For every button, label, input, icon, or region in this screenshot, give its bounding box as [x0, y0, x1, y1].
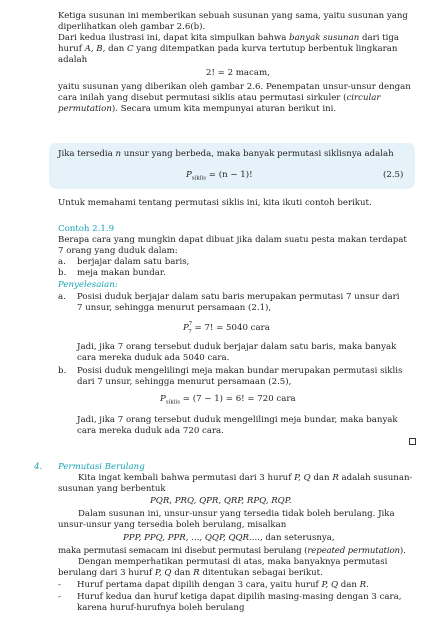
- paragraph-line: Kita ingat kembali bahwa permutasi dari 3 huruf P, Q dan R adalah susunan-: [78, 473, 413, 483]
- paragraph-line: cara mereka duduk ada 720 cara.: [77, 426, 224, 436]
- paragraph-line: Ketiga susunan ini memberikan sebuah susunan yang sama, yaitu susunan yang: [58, 11, 408, 21]
- list-label: b.: [58, 366, 67, 376]
- paragraph-line: adalah: [58, 55, 88, 65]
- bullet-item: Huruf kedua dan huruf ketiga dapat dipilih masing-masing dengan 3 cara,: [77, 592, 402, 602]
- bullet-mark: -: [58, 592, 61, 602]
- paragraph-line: berulang dari 3 huruf P, Q dan R ditentukan sebagai berikut.: [58, 568, 323, 578]
- equation-number: (2.5): [383, 170, 404, 180]
- paragraph-line: permutation). Secara umum kita mempunyai aturan berikut ini.: [58, 104, 337, 114]
- paragraph-line: 7 unsur, sehingga menurut persamaan (2.1),: [77, 303, 272, 313]
- example-title: Contoh 2.1.9: [58, 224, 115, 234]
- paragraph-line: huruf A, B, dan C yang ditempatkan pada kurva tertutup berbentuk lingkaran: [58, 44, 398, 54]
- paragraph-line: Posisi duduk berjajar dalam satu baris merupakan permutasi 7 unsur dari: [77, 292, 400, 302]
- section-title: Permutasi Berulang: [58, 462, 145, 472]
- paragraph-line: 7 orang yang duduk dalam:: [58, 246, 178, 256]
- paragraph-line: Berapa cara yang mungkin dapat dibuat jika dalam suatu pesta makan terdapat: [58, 235, 407, 245]
- paragraph-line: yaitu susunan yang diberikan oleh gambar 2.6. Penempatan unsur-unsur dengan: [58, 82, 411, 92]
- paragraph-line: unsur-unsur yang tersedia boleh berulang, misalkan: [58, 520, 287, 530]
- paragraph-line: susunan yang berbentuk: [58, 484, 166, 494]
- equation: $P^7_7 = 7$! = 5040 cara: [183, 321, 270, 335]
- list-label: b.: [58, 268, 67, 278]
- paragraph-line: diperlihatkan oleh gambar 2.6(b).: [58, 22, 206, 32]
- bullet-item: Huruf pertama dapat dipilih dengan 3 cara, yaitu huruf P, Q dan R.: [77, 580, 369, 590]
- list-item: berjajar dalam satu baris,: [77, 257, 190, 267]
- bullet-mark: -: [58, 580, 61, 590]
- paragraph-line: Dengan memperhatikan permutasi di atas, maka banyaknya permutasi: [78, 557, 388, 567]
- paragraph-line: Untuk memahami tentang permutasi siklis ini, kita ikuti contoh berikut.: [58, 198, 372, 208]
- paragraph-line: maka permutasi semacam ini disebut permutasi berulang (repeated permutation).: [58, 546, 406, 556]
- end-of-example-mark: [409, 438, 416, 445]
- permutation-list: PQR, PRQ, QPR, QRP, RPQ, RQP.: [150, 496, 292, 506]
- solution-label: Penyelesaian:: [58, 280, 118, 290]
- paragraph-line: Jadi, jika 7 orang tersebut duduk mengelilingi meja bundar, maka banyak: [77, 415, 398, 425]
- section-number: 4.: [34, 462, 43, 472]
- paragraph-line: Dari kedua ilustrasi ini, dapat kita simpulkan bahwa banyak susunan dari tiga: [58, 33, 400, 43]
- permutation-list: PPP, PPQ, PPR, ..., QQP, QQR...., dan seterusnya,: [123, 533, 335, 543]
- list-label: a.: [58, 292, 66, 302]
- theorem-formula: $P_{siklis} = (n - 1)$!: [186, 170, 253, 182]
- paragraph-line: Jadi, jika 7 orang tersebut duduk berjajar dalam satu baris, maka banyak: [77, 342, 397, 352]
- list-item: meja makan bundar.: [77, 268, 166, 278]
- paragraph-line: Posisi duduk mengelilingi meja makan bundar merupakan permutasi siklis: [77, 366, 403, 376]
- paragraph-line: cara mereka duduk ada 5040 cara.: [77, 353, 230, 363]
- list-label: a.: [58, 257, 66, 267]
- equation: 2! = 2 macam,: [206, 68, 270, 78]
- paragraph-line: cara inilah yang disebut permutasi siklis atau permutasi sirkuler (circular: [58, 93, 381, 103]
- theorem-text: Jika tersedia n unsur yang berbeda, maka banyak permutasi siklisnya adalah: [58, 149, 394, 159]
- paragraph-line: dari 7 unsur, sehingga menurut persamaan (2.5),: [77, 377, 292, 387]
- paragraph-line: Dalam susunan ini, unsur-unsur yang tersedia tidak boleh berulang. Jika: [78, 509, 395, 519]
- equation: $P_{siklis} = (7 - 1) = 6$! = 720 cara: [160, 394, 296, 406]
- bullet-item: karena huruf-hurufnya boleh berulang: [77, 603, 245, 613]
